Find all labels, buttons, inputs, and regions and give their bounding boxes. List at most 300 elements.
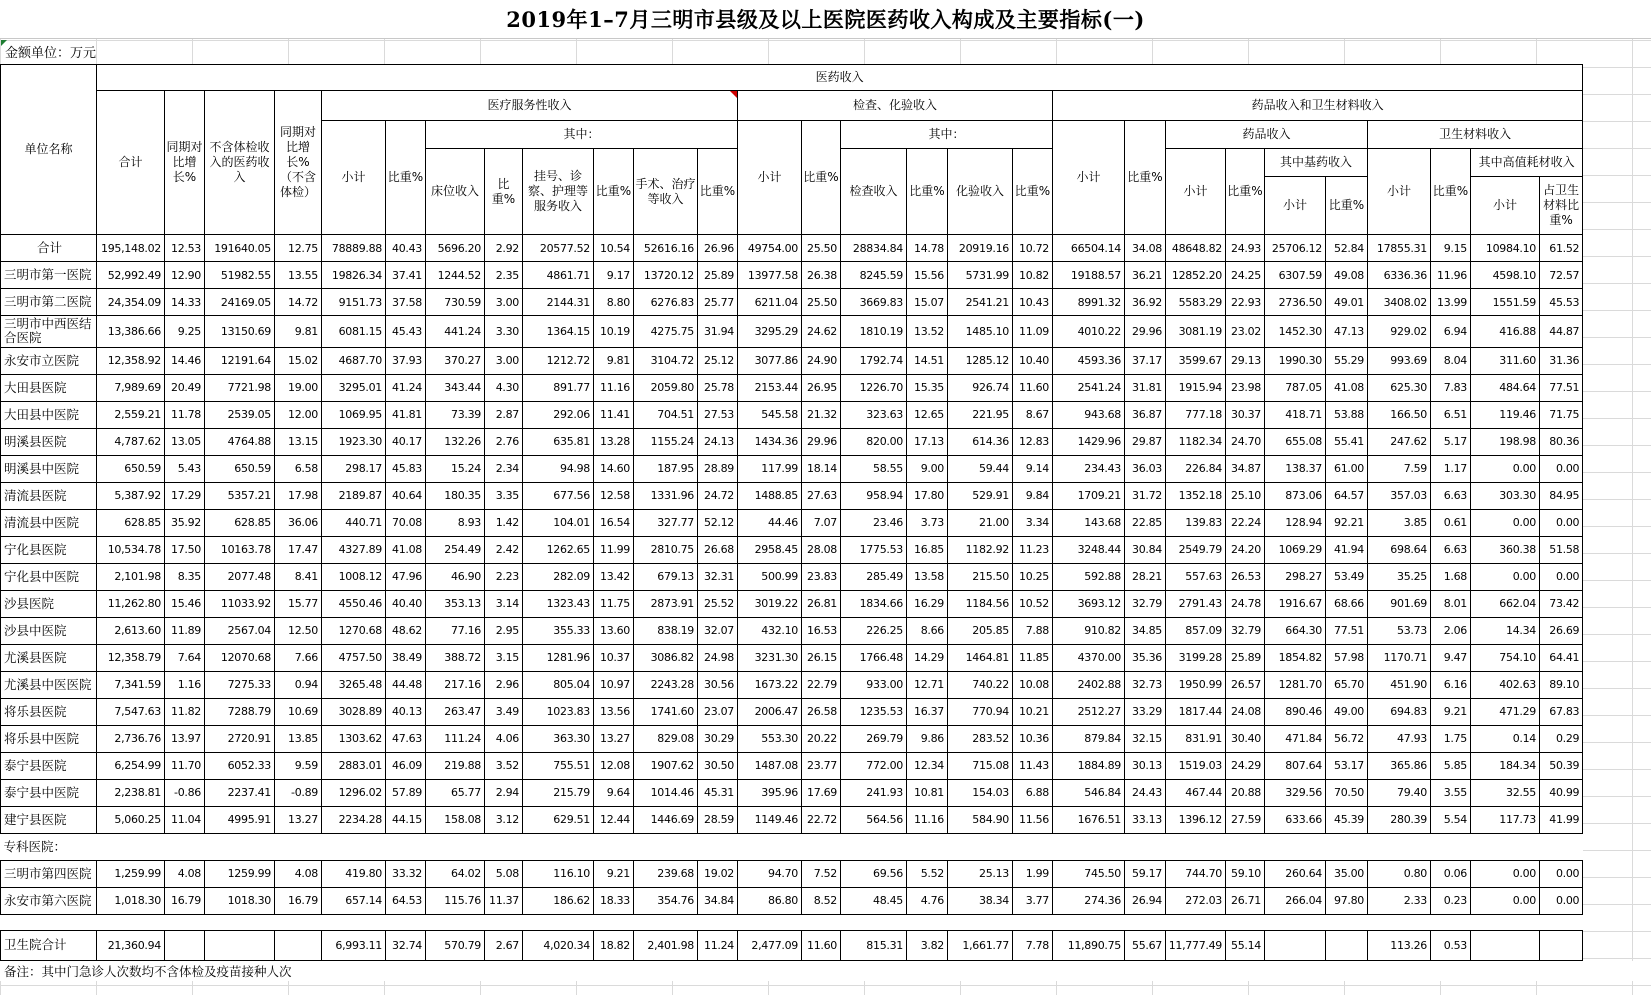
- header-material-share: 占卫生材料比重%: [1540, 177, 1583, 235]
- value-cell: 38.49: [386, 644, 426, 671]
- value-cell: 226.84: [1166, 455, 1226, 482]
- value-cell: 36.87: [1125, 401, 1166, 428]
- header-dm-subtotal: 小计: [1053, 121, 1125, 235]
- value-cell: 5,060.25: [97, 806, 165, 833]
- value-cell: 6,254.99: [97, 752, 165, 779]
- value-cell: 10.81: [907, 779, 948, 806]
- unit-name-cell: 宁化县中医院: [1, 563, 97, 590]
- value-cell: 857.09: [1166, 617, 1226, 644]
- value-cell: 11.75: [594, 590, 634, 617]
- value-cell: 2.67: [485, 930, 523, 960]
- value-cell: 1235.53: [841, 698, 907, 725]
- value-cell: 323.63: [841, 401, 907, 428]
- value-cell: 8.80: [594, 289, 634, 316]
- value-cell: 9.14: [1013, 455, 1053, 482]
- value-cell: 694.83: [1368, 698, 1431, 725]
- value-cell: 9.00: [907, 455, 948, 482]
- value-cell: 628.85: [97, 509, 165, 536]
- value-cell: 272.03: [1166, 887, 1226, 914]
- value-cell: 64.53: [386, 887, 426, 914]
- value-cell: 221.95: [948, 401, 1013, 428]
- value-cell: 97.80: [1326, 887, 1368, 914]
- value-cell: 0.23: [1431, 887, 1471, 914]
- value-cell: 679.13: [634, 563, 698, 590]
- table-row: [1, 455, 1583, 482]
- value-cell: 22.24: [1226, 509, 1265, 536]
- value-cell: 31.36: [1540, 347, 1583, 374]
- unit-name-cell: 将乐县医院: [1, 698, 97, 725]
- value-cell: 22.85: [1125, 509, 1166, 536]
- value-cell: 15.02: [275, 347, 322, 374]
- header-el-subtotal: 小计: [738, 121, 802, 235]
- value-cell: 9.81: [594, 347, 634, 374]
- value-cell: 3408.02: [1368, 289, 1431, 316]
- value-cell: 1488.85: [738, 482, 802, 509]
- value-cell: 16.85: [907, 536, 948, 563]
- value-cell: 7,547.63: [97, 698, 165, 725]
- header-medicine-income: 医药收入: [97, 65, 1583, 91]
- value-cell: 2791.43: [1166, 590, 1226, 617]
- value-cell: 14.78: [907, 235, 948, 262]
- value-cell: 9.81: [275, 316, 322, 348]
- value-cell: 0.00: [1471, 455, 1540, 482]
- header-basic-drug-income: 其中基药收入: [1265, 149, 1368, 177]
- value-cell: 55.67: [1125, 930, 1166, 960]
- value-cell: 0.00: [1471, 860, 1540, 887]
- value-cell: 16.29: [907, 590, 948, 617]
- value-cell: 11033.92: [205, 590, 275, 617]
- value-cell: 2720.91: [205, 725, 275, 752]
- value-cell: 29.87: [1125, 428, 1166, 455]
- value-cell: 10.82: [1013, 262, 1053, 289]
- value-cell: 186.62: [523, 887, 594, 914]
- value-cell: 8.66: [907, 617, 948, 644]
- value-cell: 25.78: [698, 374, 738, 401]
- value-cell: 38.34: [948, 887, 1013, 914]
- unit-name-cell: [1, 914, 1583, 930]
- value-cell: 26.94: [1125, 887, 1166, 914]
- unit-name-cell: 大田县医院: [1, 374, 97, 401]
- value-cell: 1446.69: [634, 806, 698, 833]
- value-cell: 5.85: [1431, 752, 1471, 779]
- value-cell: 13150.69: [205, 316, 275, 348]
- table-row: [1, 914, 1583, 930]
- value-cell: 15.35: [907, 374, 948, 401]
- value-cell: 388.72: [426, 644, 485, 671]
- value-cell: 1184.56: [948, 590, 1013, 617]
- value-cell: 266.04: [1265, 887, 1326, 914]
- unit-name-cell: 合计: [1, 235, 97, 262]
- value-cell: 49.01: [1326, 289, 1368, 316]
- value-cell: 80.36: [1540, 428, 1583, 455]
- value-cell: 68.66: [1326, 590, 1368, 617]
- value-cell: 56.72: [1326, 725, 1368, 752]
- value-cell: 1673.22: [738, 671, 802, 698]
- value-cell: 19.00: [275, 374, 322, 401]
- value-cell: 635.81: [523, 428, 594, 455]
- value-cell: 12.65: [907, 401, 948, 428]
- value-cell: 13.52: [907, 316, 948, 348]
- value-cell: 664.30: [1265, 617, 1326, 644]
- value-cell: 26.58: [802, 698, 841, 725]
- table-row: [1, 644, 1583, 671]
- value-cell: 12.90: [165, 262, 205, 289]
- value-cell: 18.14: [802, 455, 841, 482]
- value-cell: 26.68: [698, 536, 738, 563]
- value-cell: 698.64: [1368, 536, 1431, 563]
- value-cell: 27.59: [1226, 806, 1265, 833]
- value-cell: 1.17: [1431, 455, 1471, 482]
- value-cell: 7275.33: [205, 671, 275, 698]
- value-cell: 117.73: [1471, 806, 1540, 833]
- value-cell: 628.85: [205, 509, 275, 536]
- value-cell: 355.33: [523, 617, 594, 644]
- value-cell: 7.07: [802, 509, 841, 536]
- value-cell: 5696.20: [426, 235, 485, 262]
- value-cell: 11.41: [594, 401, 634, 428]
- value-cell: 1709.21: [1053, 482, 1125, 509]
- value-cell: 0.00: [1471, 509, 1540, 536]
- value-cell: 677.56: [523, 482, 594, 509]
- header-registration-proportion: 比重%: [594, 149, 634, 235]
- header-el-proportion: 比重%: [802, 121, 841, 235]
- value-cell: 20.22: [802, 725, 841, 752]
- value-cell: 26.57: [1226, 671, 1265, 698]
- value-cell: 5,387.92: [97, 482, 165, 509]
- value-cell: 55.14: [1226, 930, 1265, 960]
- value-cell: 1950.99: [1166, 671, 1226, 698]
- unit-name-cell: 尤溪县医院: [1, 644, 97, 671]
- value-cell: 44.87: [1540, 316, 1583, 348]
- value-cell: 53.17: [1326, 752, 1368, 779]
- value-cell: 1429.96: [1053, 428, 1125, 455]
- unit-name-cell: 沙县中医院: [1, 617, 97, 644]
- value-cell: 2.34: [485, 455, 523, 482]
- value-cell: 329.56: [1265, 779, 1326, 806]
- value-cell: 16.54: [594, 509, 634, 536]
- title-bar: [0, 0, 1651, 38]
- value-cell: 4.76: [907, 887, 948, 914]
- value-cell: 10.69: [275, 698, 322, 725]
- value-cell: 198.98: [1471, 428, 1540, 455]
- value-cell: 629.51: [523, 806, 594, 833]
- value-cell: 13.05: [165, 428, 205, 455]
- green-comment-corner-icon: [1, 40, 7, 46]
- value-cell: 3.77: [1013, 887, 1053, 914]
- value-cell: 10.37: [594, 644, 634, 671]
- value-cell: 1364.15: [523, 316, 594, 348]
- value-cell: 6.16: [1431, 671, 1471, 698]
- value-cell: 772.00: [841, 752, 907, 779]
- value-cell: 55.29: [1326, 347, 1368, 374]
- value-cell: 1281.70: [1265, 671, 1326, 698]
- value-cell: 17.69: [802, 779, 841, 806]
- value-cell: 1303.62: [322, 725, 386, 752]
- value-cell: 24.72: [698, 482, 738, 509]
- value-cell: 25706.12: [1265, 235, 1326, 262]
- value-cell: 3028.89: [322, 698, 386, 725]
- value-cell: 3248.44: [1053, 536, 1125, 563]
- value-cell: [275, 930, 322, 960]
- value-cell: 24.29: [1226, 752, 1265, 779]
- value-cell: 370.27: [426, 347, 485, 374]
- value-cell: 260.64: [1265, 860, 1326, 887]
- value-cell: 19826.34: [322, 262, 386, 289]
- value-cell: 41.81: [386, 401, 426, 428]
- value-cell: 26.96: [698, 235, 738, 262]
- value-cell: 58.55: [841, 455, 907, 482]
- value-cell: 8.41: [275, 563, 322, 590]
- value-cell: 1487.08: [738, 752, 802, 779]
- value-cell: 9.17: [594, 262, 634, 289]
- value-cell: 6307.59: [1265, 262, 1326, 289]
- value-cell: 1323.43: [523, 590, 594, 617]
- header-basic-drug-subtotal: 小计: [1265, 177, 1326, 235]
- value-cell: 20919.16: [948, 235, 1013, 262]
- value-cell: 2.76: [485, 428, 523, 455]
- value-cell: 3265.48: [322, 671, 386, 698]
- value-cell: 1.68: [1431, 563, 1471, 590]
- note-row: [0, 961, 1651, 981]
- header-exam-income: 检查收入: [841, 149, 907, 235]
- value-cell: 6211.04: [738, 289, 802, 316]
- value-cell: 14.33: [165, 289, 205, 316]
- value-cell: 815.31: [841, 930, 907, 960]
- value-cell: 2,613.60: [97, 617, 165, 644]
- value-cell: 993.69: [1368, 347, 1431, 374]
- header-exam-lab-income: 检查、化验收入: [738, 91, 1053, 121]
- value-cell: [1540, 930, 1583, 960]
- value-cell: 1018.30: [205, 887, 275, 914]
- value-cell: 64.02: [426, 860, 485, 887]
- value-cell: 27.63: [802, 482, 841, 509]
- unit-label: 金额单位：万元: [5, 46, 97, 61]
- table-body: [1, 235, 1583, 961]
- value-cell: 0.61: [1431, 509, 1471, 536]
- value-cell: 8.04: [1431, 347, 1471, 374]
- value-cell: 15.07: [907, 289, 948, 316]
- value-cell: 357.03: [1368, 482, 1431, 509]
- value-cell: 30.56: [698, 671, 738, 698]
- value-cell: 807.64: [1265, 752, 1326, 779]
- value-cell: 2.23: [485, 563, 523, 590]
- table-row: [1, 860, 1583, 887]
- value-cell: 2,559.21: [97, 401, 165, 428]
- value-cell: 84.95: [1540, 482, 1583, 509]
- value-cell: 311.60: [1471, 347, 1540, 374]
- value-cell: 30.50: [698, 752, 738, 779]
- value-cell: 8.35: [165, 563, 205, 590]
- value-cell: 41.24: [386, 374, 426, 401]
- value-cell: 34.08: [1125, 235, 1166, 262]
- page-title: 2019年1–7月三明市县级及以上医院医药收入构成及主要指标(一): [506, 7, 1145, 32]
- value-cell: 119.46: [1471, 401, 1540, 428]
- value-cell: 29.13: [1226, 347, 1265, 374]
- value-cell: 1014.46: [634, 779, 698, 806]
- value-cell: 13.58: [907, 563, 948, 590]
- value-cell: 704.51: [634, 401, 698, 428]
- value-cell: 19188.57: [1053, 262, 1125, 289]
- value-cell: 2,401.98: [634, 930, 698, 960]
- value-cell: 4861.71: [523, 262, 594, 289]
- unit-name-cell: 宁化县医院: [1, 536, 97, 563]
- value-cell: 7.64: [165, 644, 205, 671]
- value-cell: 10984.10: [1471, 235, 1540, 262]
- value-cell: 217.16: [426, 671, 485, 698]
- value-cell: 111.24: [426, 725, 485, 752]
- table-row: [1, 563, 1583, 590]
- value-cell: 117.99: [738, 455, 802, 482]
- value-cell: 36.21: [1125, 262, 1166, 289]
- value-cell: 650.59: [97, 455, 165, 482]
- value-cell: 12,358.92: [97, 347, 165, 374]
- value-cell: 10.08: [1013, 671, 1053, 698]
- value-cell: 365.86: [1368, 752, 1431, 779]
- header-medical-service-income: [322, 91, 738, 121]
- value-cell: 33.32: [386, 860, 426, 887]
- value-cell: 11.78: [165, 401, 205, 428]
- value-cell: 57.98: [1326, 644, 1368, 671]
- value-cell: 77.51: [1540, 374, 1583, 401]
- value-cell: 26.15: [802, 644, 841, 671]
- value-cell: 926.74: [948, 374, 1013, 401]
- value-cell: 4.08: [165, 860, 205, 887]
- value-cell: 21.00: [948, 509, 1013, 536]
- value-cell: 92.21: [1326, 509, 1368, 536]
- value-cell: 838.19: [634, 617, 698, 644]
- value-cell: 744.70: [1166, 860, 1226, 887]
- value-cell: 7.52: [802, 860, 841, 887]
- value-cell: 20577.52: [523, 235, 594, 262]
- value-cell: 715.08: [948, 752, 1013, 779]
- value-cell: 2736.50: [1265, 289, 1326, 316]
- value-cell: 36.06: [275, 509, 322, 536]
- unit-name-cell: 三明市第一医院: [1, 262, 97, 289]
- value-cell: 2.95: [485, 617, 523, 644]
- value-cell: 1452.30: [1265, 316, 1326, 348]
- value-cell: 1331.96: [634, 482, 698, 509]
- value-cell: 94.98: [523, 455, 594, 482]
- unit-name-cell: 明溪县中医院: [1, 455, 97, 482]
- value-cell: 471.29: [1471, 698, 1540, 725]
- value-cell: 7.88: [1013, 617, 1053, 644]
- table-row: [1, 671, 1583, 698]
- value-cell: 40.99: [1540, 779, 1583, 806]
- value-cell: 9.86: [907, 725, 948, 752]
- value-cell: 1281.96: [523, 644, 594, 671]
- value-cell: 3599.67: [1166, 347, 1226, 374]
- value-cell: 6.63: [1431, 482, 1471, 509]
- value-cell: 67.83: [1540, 698, 1583, 725]
- value-cell: 6276.83: [634, 289, 698, 316]
- value-cell: 2.42: [485, 536, 523, 563]
- value-cell: 37.58: [386, 289, 426, 316]
- value-cell: 1396.12: [1166, 806, 1226, 833]
- value-cell: 24.08: [1226, 698, 1265, 725]
- value-cell: 30.84: [1125, 536, 1166, 563]
- unit-name-cell: 大田县中医院: [1, 401, 97, 428]
- value-cell: 1069.95: [322, 401, 386, 428]
- value-cell: 25.89: [698, 262, 738, 289]
- value-cell: 873.06: [1265, 482, 1326, 509]
- table-row: [1, 316, 1583, 348]
- value-cell: 16.37: [907, 698, 948, 725]
- value-cell: 4010.22: [1053, 316, 1125, 348]
- hospital-revenue-table: [0, 64, 1583, 961]
- value-cell: [205, 930, 275, 960]
- value-cell: 1170.71: [1368, 644, 1431, 671]
- value-cell: 805.04: [523, 671, 594, 698]
- value-cell: 879.84: [1053, 725, 1125, 752]
- value-cell: 0.00: [1540, 887, 1583, 914]
- unit-name-cell: 建宁县医院: [1, 806, 97, 833]
- unit-name-cell: 将乐县中医院: [1, 725, 97, 752]
- value-cell: 24169.05: [205, 289, 275, 316]
- value-cell: 11.04: [165, 806, 205, 833]
- value-cell: 3077.86: [738, 347, 802, 374]
- unit-name-cell: 清流县医院: [1, 482, 97, 509]
- value-cell: 2153.44: [738, 374, 802, 401]
- table-row: [1, 590, 1583, 617]
- value-cell: 16.79: [165, 887, 205, 914]
- header-drug-subtotal: 小计: [1166, 149, 1226, 235]
- value-cell: 1008.12: [322, 563, 386, 590]
- value-cell: 9.64: [594, 779, 634, 806]
- value-cell: 6.88: [1013, 779, 1053, 806]
- value-cell: 11.37: [485, 887, 523, 914]
- value-cell: 59.44: [948, 455, 1013, 482]
- value-cell: 354.76: [634, 887, 698, 914]
- value-cell: 25.89: [1226, 644, 1265, 671]
- value-cell: 64.57: [1326, 482, 1368, 509]
- value-cell: 650.59: [205, 455, 275, 482]
- value-cell: 12.44: [594, 806, 634, 833]
- value-cell: 831.91: [1166, 725, 1226, 752]
- value-cell: 46.09: [386, 752, 426, 779]
- value-cell: 1907.62: [634, 752, 698, 779]
- value-cell: 1792.74: [841, 347, 907, 374]
- value-cell: 730.59: [426, 289, 485, 316]
- value-cell: 219.88: [426, 752, 485, 779]
- value-cell: 11.23: [1013, 536, 1053, 563]
- value-cell: 10.52: [1013, 590, 1053, 617]
- value-cell: 13.97: [165, 725, 205, 752]
- value-cell: 9151.73: [322, 289, 386, 316]
- value-cell: 19.02: [698, 860, 738, 887]
- value-cell: 34.87: [1226, 455, 1265, 482]
- value-cell: 282.09: [523, 563, 594, 590]
- value-cell: 24.43: [1125, 779, 1166, 806]
- value-cell: 12.83: [1013, 428, 1053, 455]
- value-cell: 0.00: [1540, 509, 1583, 536]
- value-cell: 32.55: [1471, 779, 1540, 806]
- value-cell: 24.90: [802, 347, 841, 374]
- value-cell: 78889.88: [322, 235, 386, 262]
- value-cell: 2.33: [1368, 887, 1431, 914]
- value-cell: 28.21: [1125, 563, 1166, 590]
- value-cell: 1884.89: [1053, 752, 1125, 779]
- value-cell: 4757.50: [322, 644, 386, 671]
- value-cell: 2,477.09: [738, 930, 802, 960]
- table-row: [1, 930, 1583, 960]
- value-cell: 943.68: [1053, 401, 1125, 428]
- value-cell: 0.00: [1471, 563, 1540, 590]
- value-cell: 754.10: [1471, 644, 1540, 671]
- value-cell: 298.27: [1265, 563, 1326, 590]
- header-drug-and-material-income: 药品收入和卫生材料收入: [1053, 91, 1583, 121]
- value-cell: 166.50: [1368, 401, 1431, 428]
- value-cell: 11,890.75: [1053, 930, 1125, 960]
